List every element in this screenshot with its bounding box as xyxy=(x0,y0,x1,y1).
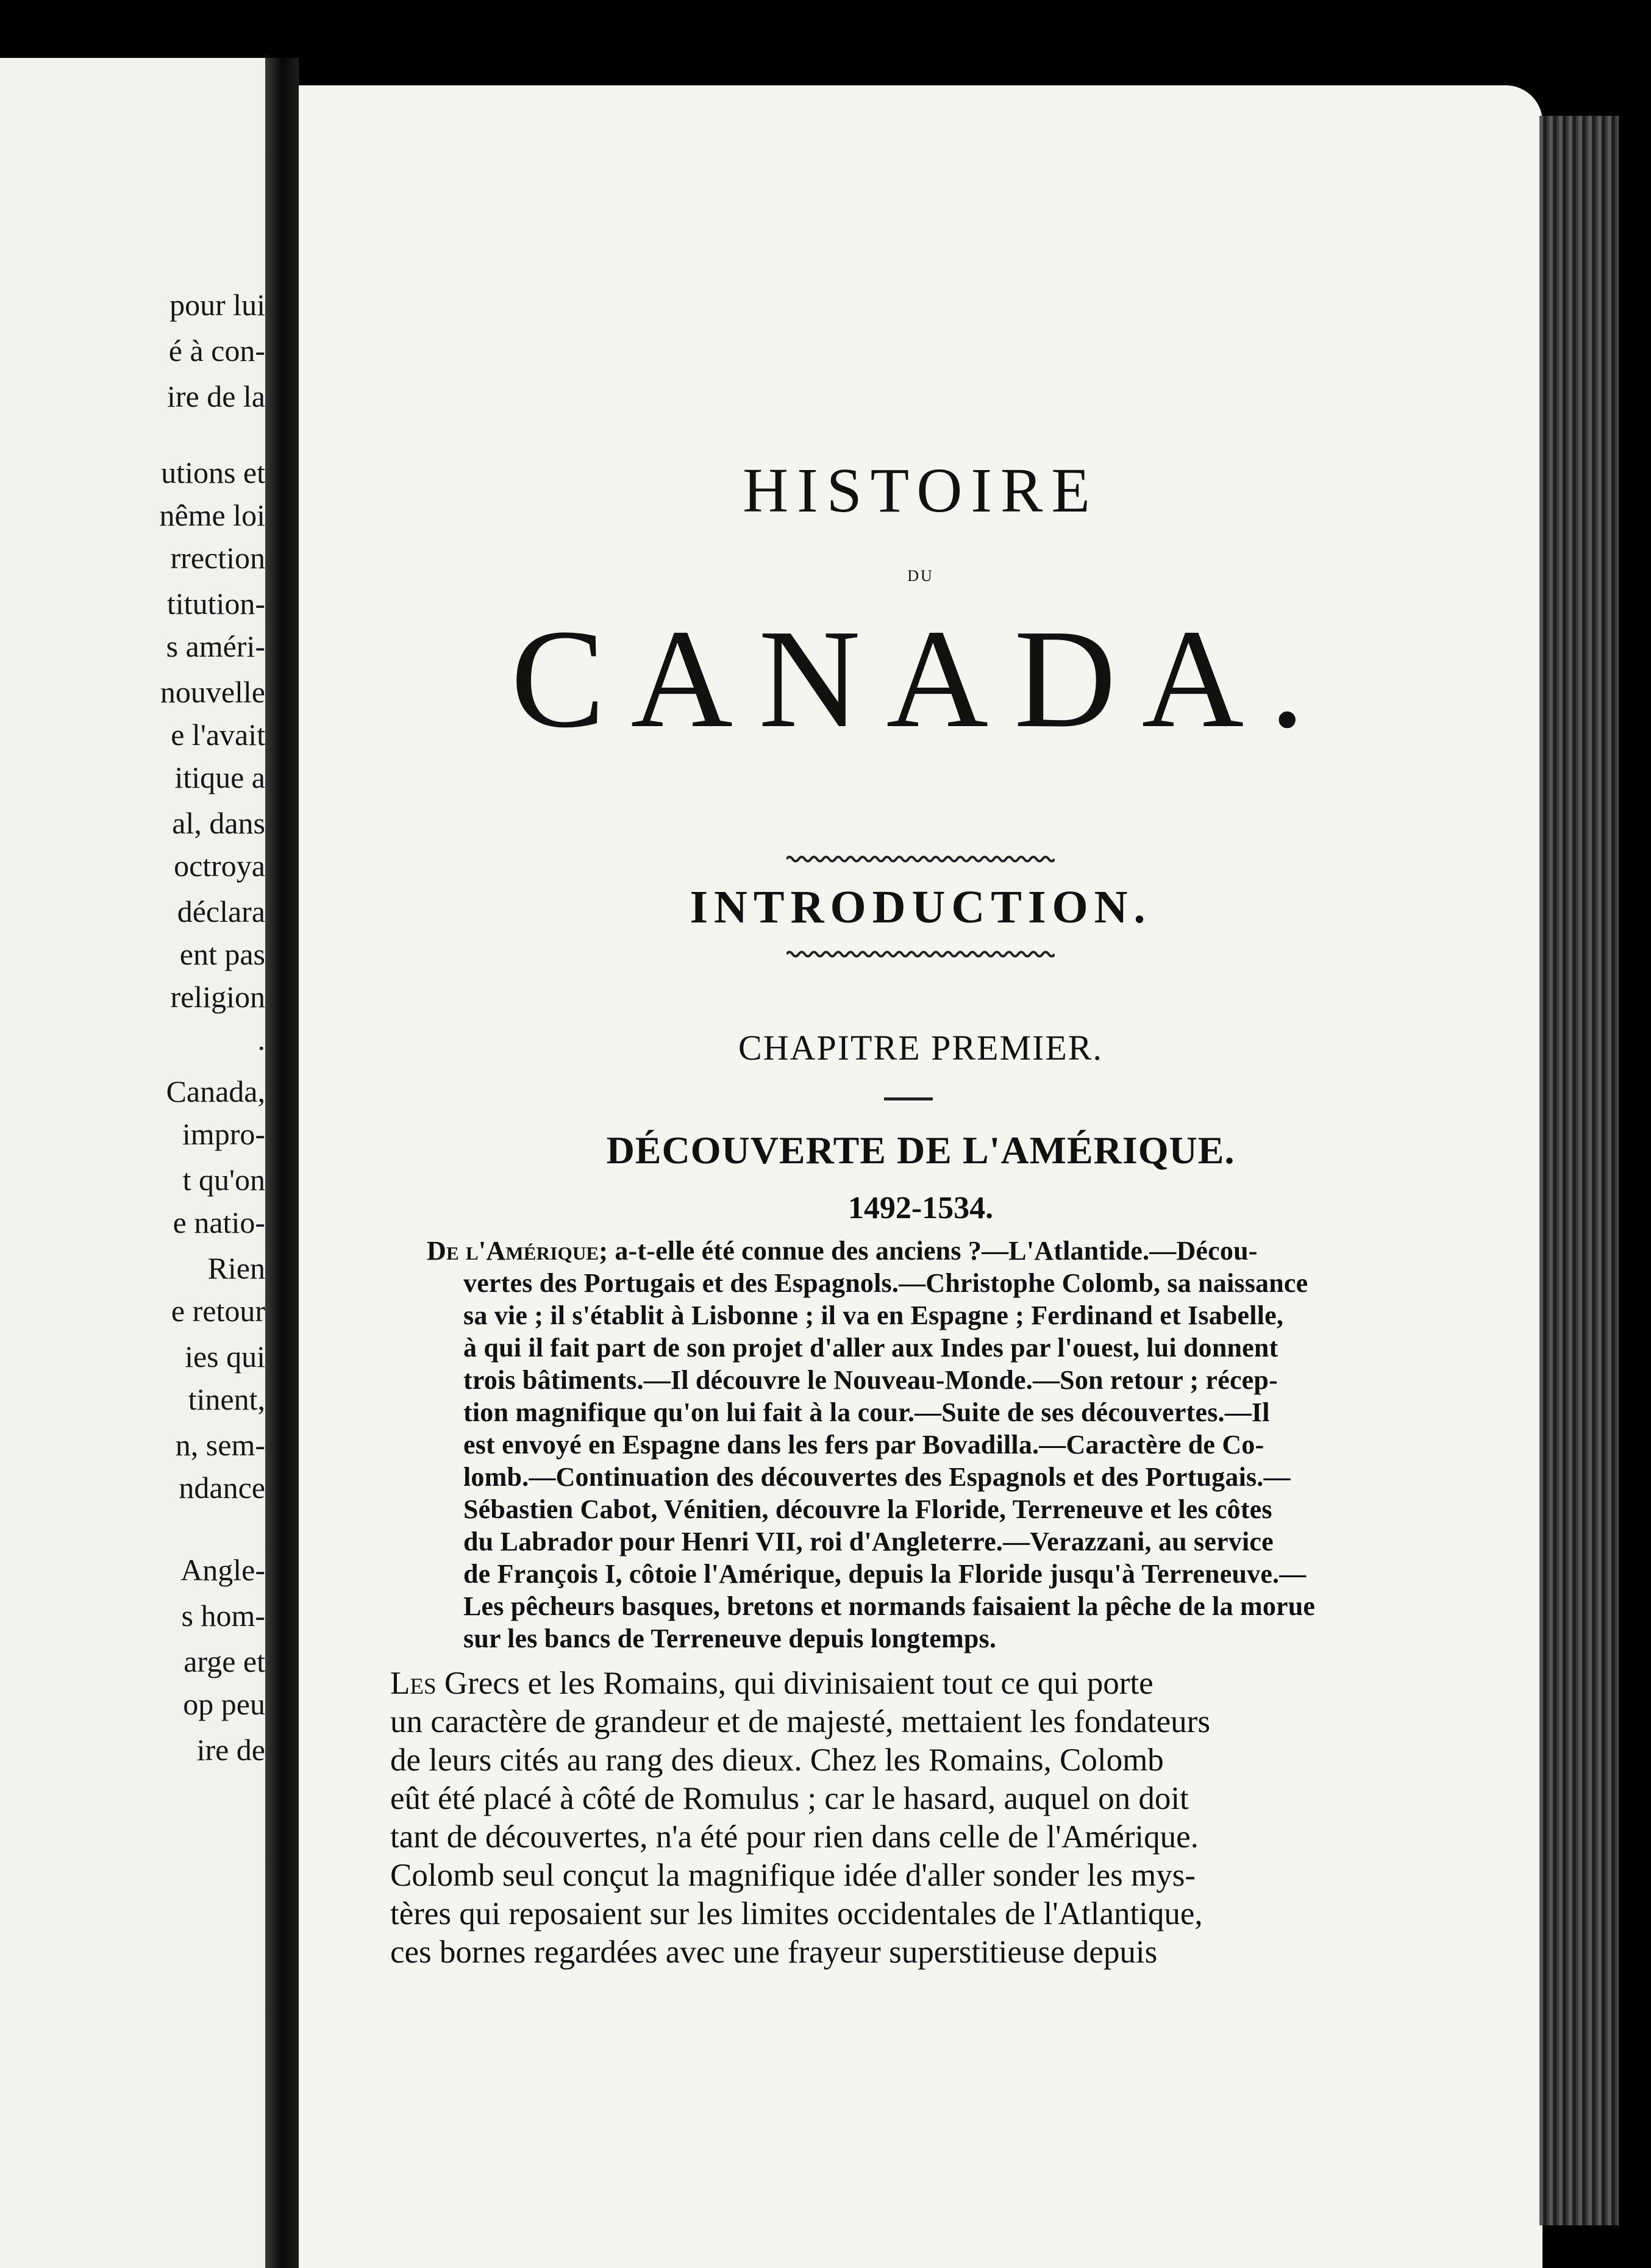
left-page-line: rrection xyxy=(170,541,265,575)
wavy-rule-bottom xyxy=(299,950,1542,958)
summary-line-text: de François I, côtoie l'Amérique, depuis la Floride jusqu'à Terreneuve.— xyxy=(463,1559,1307,1589)
summary-line xyxy=(427,1428,1427,1461)
title-histoire: HISTOIRE xyxy=(743,455,1099,526)
summary-line-text: lomb.—Continuation des découvertes des Espagnols et des Portugais.— xyxy=(463,1462,1291,1492)
left-page-line: nouvelle xyxy=(160,675,265,709)
body-line xyxy=(390,1818,1475,1856)
page-edges xyxy=(1539,116,1619,2225)
body-line xyxy=(390,1741,1475,1780)
body-line-text: Grecs et les Romains, qui divinisaient tout ce qui porte xyxy=(436,1666,1154,1701)
summary-line xyxy=(427,1267,1427,1299)
summary-line-text: du Labrador pour Henri VII, roi d'Angleterre.—Verazzani, au service xyxy=(463,1527,1274,1557)
left-page-line: arge et xyxy=(184,1644,265,1678)
title-du: DU xyxy=(907,567,934,585)
body-text xyxy=(390,1664,1475,1972)
left-page-line: ire de la xyxy=(166,379,265,413)
chapter-label: CHAPITRE PREMIER. xyxy=(738,1028,1103,1068)
left-page-line: impro- xyxy=(182,1117,265,1151)
left-page-line: . xyxy=(257,1022,265,1057)
left-page-line: ent pas xyxy=(179,937,265,971)
summary-line xyxy=(427,1461,1427,1493)
body-line-text: tères qui reposaient sur les limites occidentales de l'Atlantique, xyxy=(390,1896,1203,1931)
summary-line xyxy=(427,1299,1427,1332)
left-page-line: ndance xyxy=(179,1471,265,1505)
summary-line-text: trois bâtiments.—Il découvre le Nouveau-Monde.—Son retour ; récep- xyxy=(463,1365,1278,1395)
right-page xyxy=(299,85,1542,2268)
left-page-line: octroya xyxy=(174,849,265,883)
left-page-line: op peu xyxy=(183,1687,265,1721)
left-page-line: pour lui xyxy=(169,288,265,322)
left-page-line: nême loi xyxy=(159,498,265,532)
left-page-line: tinent, xyxy=(188,1382,265,1416)
book-gutter xyxy=(265,58,299,2268)
body-line-text: ces bornes regardées avec une frayeur superstitieuse depuis xyxy=(390,1935,1158,1970)
chapter-rule xyxy=(884,1097,933,1100)
chapter-heading: DÉCOUVERTE DE L'AMÉRIQUE. xyxy=(606,1129,1235,1172)
body-line xyxy=(390,1780,1475,1818)
left-page-line: n, sem- xyxy=(175,1428,265,1462)
summary-line-text: sur les bancs de Terreneuve depuis longtemps. xyxy=(463,1624,997,1653)
left-page-line: s améri- xyxy=(166,629,265,663)
chapter-summary xyxy=(427,1235,1427,1655)
summary-line xyxy=(427,1332,1427,1364)
summary-line-text: sa vie ; il s'établit à Lisbonne ; il va en Espagne ; Ferdinand et Isabelle, xyxy=(463,1300,1284,1330)
left-page-line: Angle- xyxy=(180,1553,265,1587)
chapter-dates: 1492-1534. xyxy=(847,1191,994,1225)
body-line-text: tant de découvertes, n'a été pour rien dans celle de l'Amérique. xyxy=(390,1819,1199,1855)
body-line xyxy=(390,1664,1475,1703)
summary-line xyxy=(427,1622,1427,1655)
left-page-line: titution- xyxy=(166,587,265,621)
summary-line-text: Les pêcheurs basques, bretons et normands faisaient la pêche de la morue xyxy=(463,1591,1316,1621)
left-page-line: e retour xyxy=(171,1294,265,1328)
body-line-text: de leurs cités au rang des dieux. Chez les Romains, Colomb xyxy=(390,1742,1164,1778)
left-page-line: utions et xyxy=(161,455,265,490)
summary-line xyxy=(427,1364,1427,1396)
summary-line-text: est envoyé en Espagne dans les fers par Bovadilla.—Caractère de Co- xyxy=(463,1430,1264,1460)
summary-line xyxy=(427,1235,1427,1267)
summary-line-text: Sébastien Cabot, Vénitien, découvre la Floride, Terreneuve et les côtes xyxy=(463,1494,1272,1524)
left-page xyxy=(0,58,265,2268)
left-page-line: ies qui xyxy=(185,1339,265,1374)
body-line xyxy=(390,1895,1475,1933)
body-line-text: eût été placé à côté de Romulus ; car le hasard, auquel on doit xyxy=(390,1781,1189,1816)
left-page-line: s hom- xyxy=(181,1599,265,1633)
body-line xyxy=(390,1856,1475,1895)
left-page-line: e l'avait xyxy=(171,718,265,752)
body-line xyxy=(390,1933,1475,1972)
left-page-line: ire de xyxy=(196,1733,265,1767)
left-page-line: e natio- xyxy=(173,1205,265,1239)
summary-line-text: ; a-t-elle été connue des anciens ?—L'Atlantide.—Décou- xyxy=(599,1236,1258,1266)
left-page-line: al, dans xyxy=(172,806,265,840)
body-line-text: un caractère de grandeur et de majesté, mettaient les fondateurs xyxy=(390,1704,1210,1739)
body-line-text: Colomb seul conçut la magnifique idée d'aller sonder les mys- xyxy=(390,1858,1196,1893)
left-page-line: itique a xyxy=(174,760,265,794)
body-lead: Les xyxy=(390,1666,437,1701)
left-page-line: Rien xyxy=(207,1251,265,1285)
summary-lead: De l'Amérique xyxy=(427,1236,599,1266)
left-page-line: t qu'on xyxy=(182,1163,265,1197)
summary-line-text: tion magnifique qu'on lui fait à la cour.—Suite de ses découvertes.—Il xyxy=(463,1397,1270,1427)
body-line xyxy=(390,1703,1475,1741)
summary-line xyxy=(427,1396,1427,1428)
summary-line-text: vertes des Portugais et des Espagnols.—Christophe Colomb, sa naissance xyxy=(463,1268,1308,1298)
left-page-line: religion xyxy=(170,980,265,1014)
introduction-heading: INTRODUCTION. xyxy=(690,882,1152,933)
left-page-line: déclara xyxy=(177,894,265,929)
summary-line xyxy=(427,1590,1427,1622)
summary-line-text: à qui il fait part de son projet d'aller aux Indes par l'ouest, lui donnent xyxy=(463,1333,1278,1363)
title-canada: CANADA. xyxy=(510,601,1331,757)
summary-line xyxy=(427,1558,1427,1590)
summary-line xyxy=(427,1525,1427,1558)
left-page-line: Canada, xyxy=(166,1074,265,1108)
summary-line xyxy=(427,1493,1427,1525)
wavy-rule-top xyxy=(299,855,1542,863)
left-page-line: é à con- xyxy=(168,333,265,368)
